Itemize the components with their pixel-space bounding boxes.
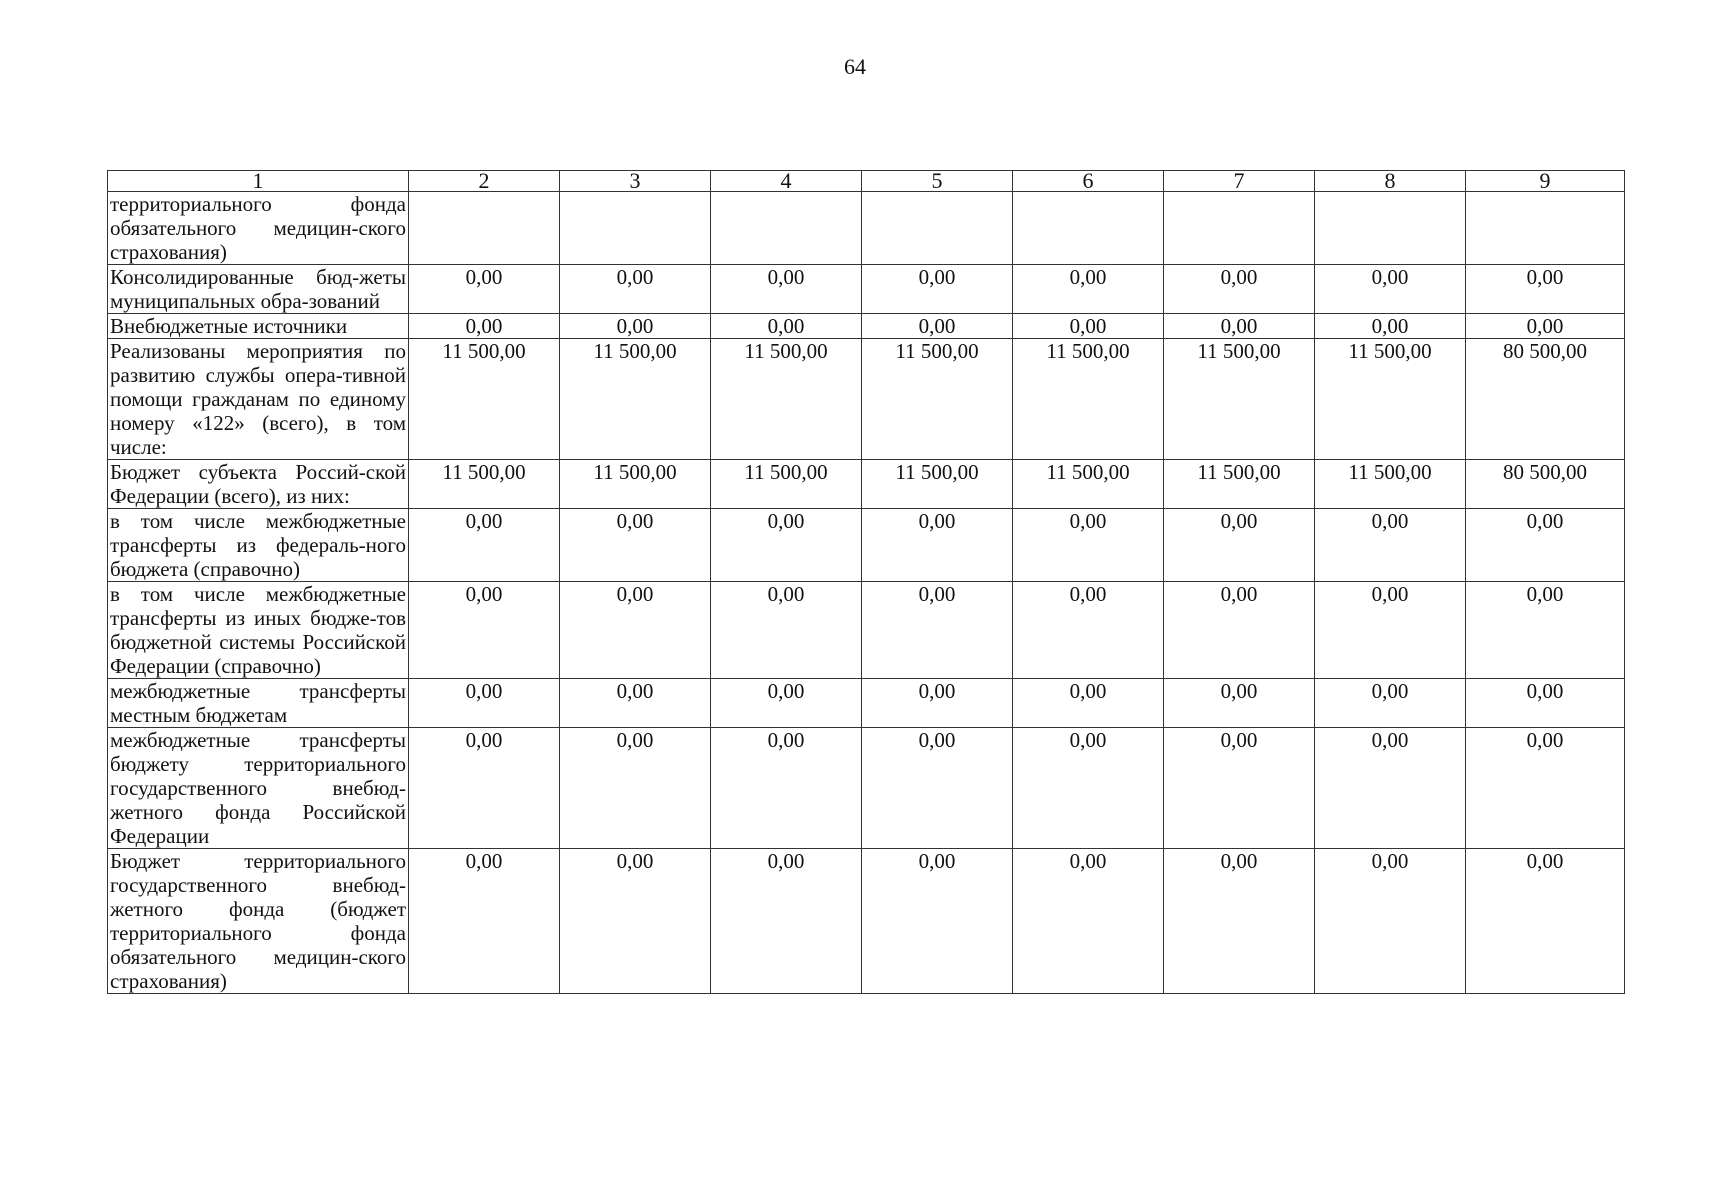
value-cell: 0,00 <box>1315 582 1466 679</box>
value-cell <box>1315 192 1466 265</box>
value-cell: 0,00 <box>1013 728 1164 849</box>
value-cell: 0,00 <box>1315 679 1466 728</box>
value-cell: 11 500,00 <box>409 339 560 460</box>
value-cell: 11 500,00 <box>1315 460 1466 509</box>
header-row <box>108 171 1625 192</box>
value-cell: 0,00 <box>711 679 862 728</box>
value-cell: 11 500,00 <box>1013 460 1164 509</box>
value-cell: 11 500,00 <box>711 460 862 509</box>
value-cell: 0,00 <box>560 849 711 994</box>
value-cell: 0,00 <box>1013 849 1164 994</box>
value-cell: 0,00 <box>711 728 862 849</box>
value-cell: 11 500,00 <box>1164 339 1315 460</box>
page-number: 64 <box>844 54 866 79</box>
value-cell: 0,00 <box>1164 849 1315 994</box>
value-cell: 0,00 <box>1164 265 1315 314</box>
row-label: в том числе межбюджетные трансферты из федераль-ного бюджета (справочно) <box>108 509 409 582</box>
value-cell: 0,00 <box>1164 728 1315 849</box>
value-cell: 0,00 <box>409 728 560 849</box>
value-cell: 0,00 <box>862 509 1013 582</box>
value-cell: 0,00 <box>862 728 1013 849</box>
value-cell: 0,00 <box>1164 509 1315 582</box>
value-cell: 0,00 <box>1013 509 1164 582</box>
value-cell: 0,00 <box>1013 679 1164 728</box>
value-cell: 0,00 <box>1466 314 1625 339</box>
value-cell <box>711 192 862 265</box>
value-cell: 0,00 <box>560 728 711 849</box>
value-cell: 0,00 <box>711 849 862 994</box>
row-label: Бюджет субъекта Россий-ской Федерации (всего), из них: <box>108 460 409 509</box>
value-cell <box>1164 192 1315 265</box>
value-cell: 0,00 <box>560 265 711 314</box>
value-cell: 0,00 <box>1164 582 1315 679</box>
value-cell: 11 500,00 <box>1315 339 1466 460</box>
row-label: Бюджет территориального государственного внебюд-жетного фонда (бюджет территориального фонда обязательного медицин-ского страхования) <box>108 849 409 994</box>
value-cell: 11 500,00 <box>862 460 1013 509</box>
row-label: Внебюджетные источники <box>108 314 409 339</box>
value-cell <box>560 192 711 265</box>
table-row <box>108 460 1625 509</box>
value-cell <box>1013 192 1164 265</box>
value-cell: 11 500,00 <box>560 460 711 509</box>
value-cell: 0,00 <box>862 582 1013 679</box>
row-label: межбюджетные трансферты бюджету территориального государственного внебюд-жетного фонда Российской Федерации <box>108 728 409 849</box>
row-label: Консолидированные бюд-жеты муниципальных обра-зований <box>108 265 409 314</box>
value-cell: 0,00 <box>862 679 1013 728</box>
value-cell: 0,00 <box>1013 265 1164 314</box>
value-cell: 0,00 <box>1466 679 1625 728</box>
row-label: межбюджетные трансферты местным бюджетам <box>108 679 409 728</box>
header-cell: 7 <box>1164 171 1315 192</box>
value-cell: 0,00 <box>711 314 862 339</box>
value-cell <box>1466 192 1625 265</box>
value-cell: 0,00 <box>1466 265 1625 314</box>
header-cell: 5 <box>862 171 1013 192</box>
table-row <box>108 582 1625 679</box>
value-cell: 11 500,00 <box>1164 460 1315 509</box>
value-cell: 0,00 <box>1315 265 1466 314</box>
value-cell: 0,00 <box>862 265 1013 314</box>
value-cell: 0,00 <box>1013 314 1164 339</box>
header-cell: 1 <box>108 171 409 192</box>
header-cell: 3 <box>560 171 711 192</box>
value-cell <box>409 192 560 265</box>
value-cell: 0,00 <box>560 509 711 582</box>
value-cell: 0,00 <box>1013 582 1164 679</box>
value-cell: 0,00 <box>409 679 560 728</box>
table-row <box>108 192 1625 265</box>
row-label: Реализованы мероприятия по развитию службы опера-тивной помощи гражданам по единому номеру «122» (всего), в том числе: <box>108 339 409 460</box>
value-cell: 80 500,00 <box>1466 460 1625 509</box>
value-cell: 0,00 <box>1466 509 1625 582</box>
header-cell: 8 <box>1315 171 1466 192</box>
value-cell: 0,00 <box>1466 582 1625 679</box>
value-cell: 80 500,00 <box>1466 339 1625 460</box>
value-cell: 0,00 <box>409 265 560 314</box>
value-cell: 11 500,00 <box>862 339 1013 460</box>
table-row <box>108 728 1625 849</box>
value-cell: 0,00 <box>1164 679 1315 728</box>
table-row <box>108 314 1625 339</box>
value-cell: 0,00 <box>711 582 862 679</box>
value-cell <box>862 192 1013 265</box>
budget-table <box>107 170 1625 994</box>
value-cell: 0,00 <box>1315 509 1466 582</box>
value-cell: 0,00 <box>409 582 560 679</box>
value-cell: 0,00 <box>560 582 711 679</box>
value-cell: 0,00 <box>560 679 711 728</box>
table-row <box>108 849 1625 994</box>
table-row <box>108 265 1625 314</box>
value-cell: 0,00 <box>711 509 862 582</box>
table-row <box>108 339 1625 460</box>
header-cell: 2 <box>409 171 560 192</box>
value-cell: 0,00 <box>1466 849 1625 994</box>
value-cell: 0,00 <box>1466 728 1625 849</box>
row-label: в том числе межбюджетные трансферты из иных бюдже-тов бюджетной системы Российской Федерации (справочно) <box>108 582 409 679</box>
table-row <box>108 509 1625 582</box>
header-cell: 9 <box>1466 171 1625 192</box>
value-cell: 11 500,00 <box>1013 339 1164 460</box>
table-row <box>108 679 1625 728</box>
header-cell: 6 <box>1013 171 1164 192</box>
value-cell: 0,00 <box>1164 314 1315 339</box>
value-cell: 11 500,00 <box>409 460 560 509</box>
value-cell: 11 500,00 <box>711 339 862 460</box>
header-cell: 4 <box>711 171 862 192</box>
value-cell: 0,00 <box>409 849 560 994</box>
value-cell: 0,00 <box>862 314 1013 339</box>
value-cell: 0,00 <box>409 314 560 339</box>
table-body <box>108 192 1625 994</box>
value-cell: 0,00 <box>1315 849 1466 994</box>
table-header <box>108 168 1625 193</box>
value-cell: 0,00 <box>1315 314 1466 339</box>
value-cell: 0,00 <box>1315 728 1466 849</box>
value-cell: 0,00 <box>560 314 711 339</box>
value-cell: 11 500,00 <box>560 339 711 460</box>
value-cell: 0,00 <box>409 509 560 582</box>
value-cell: 0,00 <box>862 849 1013 994</box>
value-cell: 0,00 <box>711 265 862 314</box>
row-label: территориального фонда обязательного медицин-ского страхования) <box>108 192 409 265</box>
